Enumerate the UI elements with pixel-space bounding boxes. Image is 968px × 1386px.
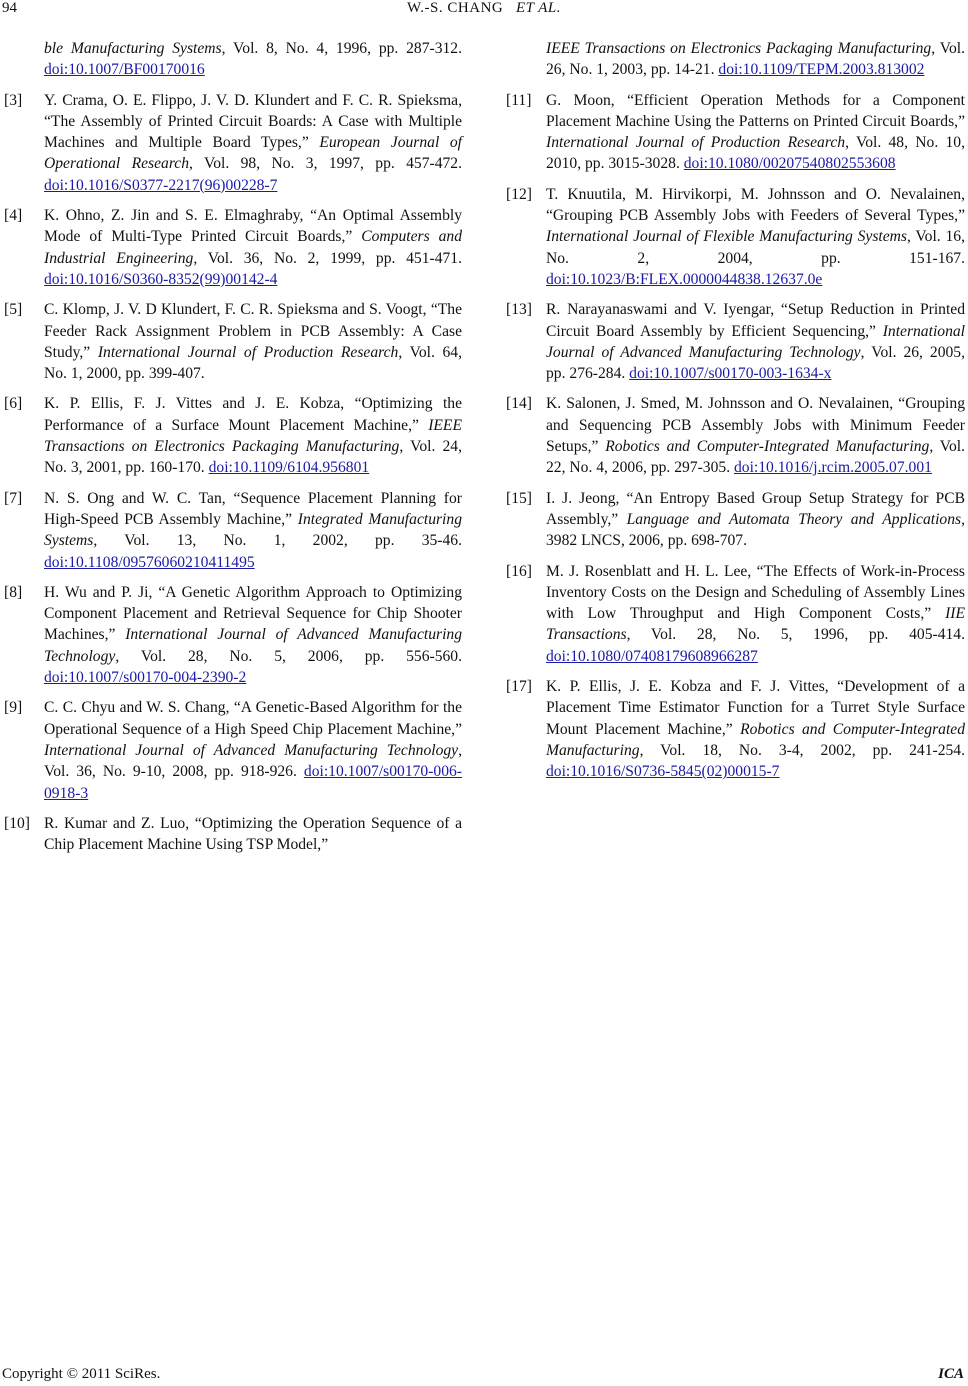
doi-link[interactable]: doi:10.1016/S0736-5845(02)00015-7 <box>546 763 780 781</box>
reference-source-title: International Journal of Flexible Manufacturing Systems <box>546 228 907 246</box>
reference-segment: K. P. Ellis, F. J. Vittes and J. E. Kobza, “Optimizing the Performance of a Surface Mount Placement Machine,” <box>44 395 462 434</box>
reference-source-title: ble Manufacturing Systems <box>44 40 222 57</box>
doi-link[interactable]: doi:10.1108/09576060210411495 <box>44 553 255 571</box>
reference-item <box>506 184 965 290</box>
reference-segment: K. P. Ellis, J. E. Kobza and F. J. Vittes, “Development of a Placement Time Estimator Function for a Turret Style Surface Mount Placement Machine,” <box>546 678 965 738</box>
reference-number: [13] <box>506 301 532 319</box>
reference-text <box>44 205 462 290</box>
reference-text <box>546 299 965 384</box>
reference-text <box>546 488 965 552</box>
reference-number: [11] <box>506 91 532 109</box>
reference-source-title: IIE Transactions <box>546 605 965 644</box>
reference-source-title: International Journal of Production Research <box>546 134 846 152</box>
reference-segment: , Vol. 16, No. 2, 2004, pp. 151-167. <box>546 228 966 267</box>
reference-source-title: Robotics and Computer-Integrated Manufacturing <box>546 720 965 759</box>
reference-source-title: Computers and Industrial Engineering <box>44 228 463 267</box>
reference-continuation <box>506 38 965 81</box>
reference-source-title: Language and Automata Theory and Applications <box>626 510 962 528</box>
reference-number: [4] <box>4 207 23 225</box>
reference-text <box>44 38 462 81</box>
reference-source-title: International Journal of Advanced Manufacturing Technology <box>546 322 965 361</box>
page-number: 94 <box>2 0 17 16</box>
reference-segment: K. Salonen, J. Smed, M. Johnsson and O. Nevalainen, “Grouping and Sequencing PCB Assembly Jobs with Minimum Feeder Setups,” <box>546 395 965 456</box>
reference-text <box>546 393 965 478</box>
reference-segment: , Vol. 28, No. 5, 2006, pp. 556-560. <box>115 647 462 665</box>
reference-segment: , Vol. 98, No. 3, 1997, pp. 457-472. <box>189 155 462 173</box>
reference-source-title: International Journal of Advanced Manufacturing Technology <box>44 741 459 759</box>
reference-item <box>4 488 462 573</box>
reference-segment: , Vol. 22, No. 4, 2006, pp. 297-305. <box>546 438 965 477</box>
reference-number: [5] <box>4 301 23 319</box>
reference-segment: , Vol. 64, No. 1, 2000, pp. 399-407. <box>44 343 462 383</box>
reference-segment: Y. Crama, O. E. Flippo, J. V. D. Klundert and F. C. R. Spieksma, “The Assembly of Printed Circuit Boards: A Case with Multiple Machines and Multiple Board Types,” <box>44 91 462 152</box>
reference-segment: , Vol. 28, No. 5, 1996, pp. 405-414. <box>626 626 965 644</box>
reference-item <box>4 697 462 803</box>
doi-link[interactable]: doi:10.1007/s00170-003-1634-x <box>629 365 832 383</box>
reference-source-title: European Journal of Operational Research <box>44 134 462 173</box>
reference-item <box>4 205 462 290</box>
doi-link[interactable]: doi:10.1007/BF00170016 <box>44 61 205 79</box>
reference-segment: , Vol. 24, No. 3, 2001, pp. 160-170. <box>44 438 462 477</box>
copyright-notice: Copyright © 2011 SciRes. <box>2 1366 161 1382</box>
reference-text <box>44 393 462 478</box>
doi-link[interactable]: doi:10.1016/S0377-2217(96)00228-7 <box>44 176 278 194</box>
doi-link[interactable]: doi:10.1109/TEPM.2003.813002 <box>718 61 925 79</box>
references-right-column <box>506 38 965 792</box>
reference-text <box>44 90 462 196</box>
reference-text <box>44 488 462 573</box>
reference-number: [6] <box>4 395 23 413</box>
reference-text <box>546 184 965 290</box>
reference-item <box>506 393 965 478</box>
reference-number: [12] <box>506 185 532 203</box>
reference-item <box>4 90 462 196</box>
reference-text <box>546 90 965 175</box>
doi-link[interactable]: doi:10.1080/00207540802553608 <box>683 155 896 173</box>
reference-segment: N. S. Ong and W. C. Tan, “Sequence Placement Planning for High-Speed PCB Assembly Machine,” <box>44 489 462 528</box>
running-head-authors: W.-S. CHANG <box>407 0 504 16</box>
reference-source-title: Robotics and Computer-Integrated Manufacturing <box>605 438 930 456</box>
reference-source-title: IEEE Transactions on Electronics Packaging Manufacturing <box>546 40 932 57</box>
reference-item <box>506 90 965 175</box>
reference-source-title: IEEE Transactions on Electronics Packaging Manufacturing <box>44 416 462 456</box>
reference-text <box>546 676 965 782</box>
reference-number: [15] <box>506 489 532 507</box>
reference-text <box>546 38 965 81</box>
reference-number: [17] <box>506 678 532 696</box>
reference-segment: , Vol. 36, No. 2, 1999, pp. 451-471. <box>193 249 463 267</box>
reference-segment: I. J. Jeong, “An Entropy Based Group Setup Strategy for PCB Assembly,” <box>546 489 965 528</box>
reference-source-title: Integrated Manufacturing Systems <box>44 510 462 550</box>
reference-number: [16] <box>506 562 532 580</box>
reference-number: [9] <box>4 699 23 717</box>
reference-number: [7] <box>4 489 23 507</box>
reference-segment: R. Kumar and Z. Luo, “Optimizing the Operation Sequence of a Chip Placement Machine Using TSP Model,” <box>44 814 462 854</box>
reference-item <box>506 561 965 667</box>
doi-link[interactable]: doi:10.1016/j.rcim.2005.07.001 <box>734 459 932 477</box>
reference-number: [3] <box>4 91 23 109</box>
reference-segment: T. Knuutila, M. Hirvikorpi, M. Johnsson and O. Nevalainen, “Grouping PCB Assembly Jobs with Feeders of Several Types,” <box>546 185 965 225</box>
doi-link[interactable]: doi:10.1007/s00170-006-0918-3 <box>44 763 462 802</box>
reference-item <box>506 488 965 552</box>
reference-number: [8] <box>4 583 23 601</box>
doi-link[interactable]: doi:10.1007/s00170-004-2390-2 <box>44 669 247 687</box>
running-head-et-al: ET AL. <box>515 0 561 16</box>
reference-item <box>506 676 965 782</box>
reference-segment: C. C. Chyu and W. S. Chang, “A Genetic-Based Algorithm for the Operational Sequence of a High Speed Chip Placement Machine,” <box>44 699 462 738</box>
reference-segment: , Vol. 18, No. 3-4, 2002, pp. 241-254. <box>639 741 965 759</box>
reference-segment: , Vol. 48, No. 10, 2010, pp. 3015-3028. <box>546 134 965 173</box>
reference-segment: M. J. Rosenblatt and H. L. Lee, “The Effects of Work-in-Process Inventory Costs on the Design and Scheduling of Assembly Lines with Low Throughput and High Component Costs,” <box>546 562 965 623</box>
reference-item <box>4 299 462 384</box>
reference-segment: , Vol. 8, No. 4, 1996, pp. 287-312. <box>221 40 462 57</box>
reference-continuation <box>4 38 462 81</box>
reference-source-title: International Journal of Production Research <box>97 343 399 361</box>
reference-item <box>4 393 462 478</box>
reference-number: [10] <box>4 814 30 832</box>
doi-link[interactable]: doi:10.1023/B:FLEX.0000044838.12637.0e <box>546 270 823 288</box>
reference-segment: , Vol. 36, No. 9-10, 2008, pp. 918-926. <box>44 741 462 781</box>
reference-item <box>4 582 462 688</box>
reference-segment: H. Wu and P. Ji, “A Genetic Algorithm Approach to Optimizing Component Placement and Retrieval Sequence for Chip Shooter Machines,” <box>44 583 462 644</box>
reference-source-title: International Journal of Advanced Manufacturing Technology <box>44 626 462 665</box>
reference-text <box>546 561 965 667</box>
doi-link[interactable]: doi:10.1109/6104.956801 <box>208 459 370 477</box>
references-left-column <box>4 38 462 864</box>
reference-segment: , Vol. 26, No. 1, 2003, pp. 14-21. <box>546 40 965 79</box>
doi-link[interactable]: doi:10.1016/S0360-8352(99)00142-4 <box>44 270 278 288</box>
reference-segment: G. Moon, “Efficient Operation Methods for a Component Placement Machine Using the Patterns on Printed Circuit Boards,” <box>546 91 965 130</box>
reference-text <box>44 697 462 803</box>
reference-segment: K. Ohno, Z. Jin and S. E. Elmaghraby, “An Optimal Assembly Mode of Multi-Type Printed Circuit Boards,” <box>44 207 462 246</box>
reference-segment: , Vol. 13, No. 1, 2002, pp. 35-46. <box>93 532 462 550</box>
reference-segment: , 3982 LNCS, 2006, pp. 698-707. <box>546 510 965 550</box>
reference-item <box>4 813 462 856</box>
reference-segment: R. Narayanaswami and V. Iyengar, “Setup Reduction in Printed Circuit Board Assembly by Efficient Sequencing,” <box>546 301 965 340</box>
doi-link[interactable]: doi:10.1080/07408179608966287 <box>546 647 758 665</box>
reference-item <box>506 299 965 384</box>
reference-segment: , Vol. 26, 2005, pp. 276-284. <box>546 343 965 383</box>
reference-text <box>44 299 462 384</box>
running-head <box>0 0 968 17</box>
reference-text <box>44 582 462 688</box>
reference-segment: C. Klomp, J. V. D Klundert, F. C. R. Spieksma and S. Voogt, “The Feeder Rack Assignment Problem in PCB Assembly: A Case Study,” <box>44 301 462 361</box>
reference-number: [14] <box>506 395 532 413</box>
page-header <box>0 0 968 22</box>
journal-abbreviation: ICA <box>938 1366 964 1382</box>
reference-text <box>44 813 462 856</box>
